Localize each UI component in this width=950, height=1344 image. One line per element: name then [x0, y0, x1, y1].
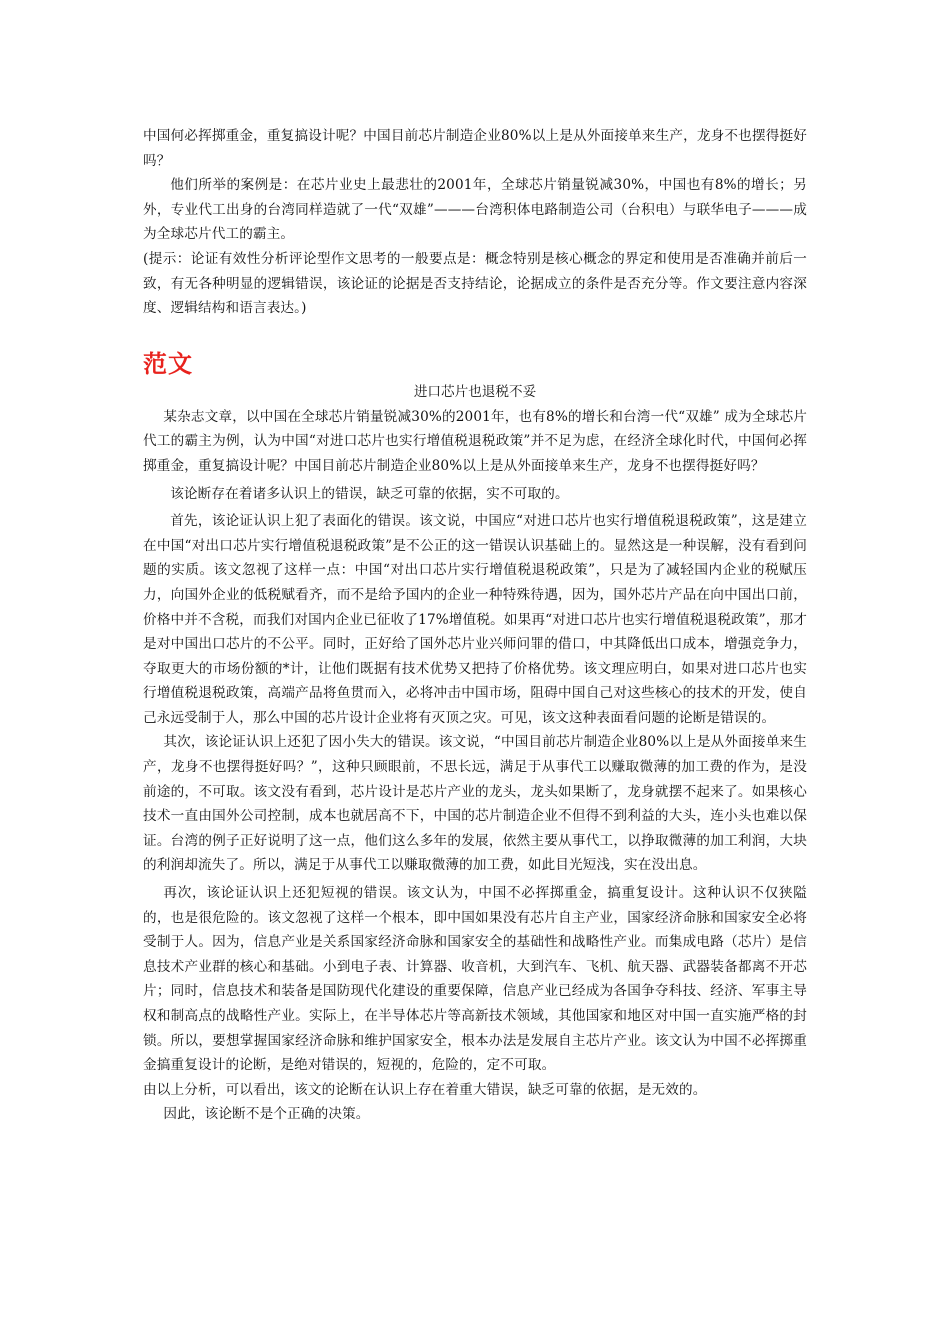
- essay-paragraph-5: 再次，该论证认识上还犯短视的错误。该文认为，中国不必挥掷重金，搞重复设计。这种认识不仅狭隘的，也是很危险的。该文忽视了这样一个根本，即中国如果没有芯片自主产业，国家经济命脉和国家安全必将受制于人。因为，信息产业是关系国家经济命脉和国家安全的基础性和战略性产业。而集成电路（芯片）是信息技术产业群的核心和基础。小到电子表、计算器、收音机，大到汽车、飞机、航天器、武器装备都离不开芯片；同时，信息技术和装备是国防现代化建设的重要保障，信息产业已经成为各国争夺科技、经济、军事主导权和制高点的战略性产业。实际上，在半导体芯片等高新技术领域，其他国家和地区对中国一直实施严格的封锁。所以，要想掌握国家经济命脉和维护国家安全，根本办法是发展自主芯片产业。该文认为中国不必挥掷重金搞重复设计的论断，是绝对错误的，短视的，危险的，定不可取。: [143, 885, 807, 1074]
- essay-paragraph-1: 某杂志文章，以中国在全球芯片销量锐减30%的2001年，也有8%的增长和台湾一代“双雄” 成为全球芯片代工的霸主为例，认为中国“对进口芯片也实行增值税退税政策”并不足为虑，在经济全球化时代，中国何必挥掷重金，重复搞设计呢？中国目前芯片制造企业80%以上是从外面接单来生产，龙身不也摆得挺好吗？: [143, 408, 807, 474]
- essay-paragraph-2: 该论断存在着诸多认识上的错误，缺乏可靠的依据，实不可取的。: [170, 485, 569, 502]
- essay-paragraph-6: 由以上分析，可以看出，该文的论断在认识上存在着重大错误，缺乏可靠的依据，是无效的。: [143, 1081, 707, 1098]
- hint-paragraph: (提示：论证有效性分析评论型作文思考的一般要点是：概念特别是核心概念的界定和使用是否准确并前后一致，有无各种明显的逻辑错误，该论证的论据是否支持结论，论据成立的条件是否充分等。作文要注意内容深度、逻辑结构和语言表达。): [143, 250, 807, 317]
- essay-paragraph-4: 其次，该论证认识上还犯了因小失大的错误。该文说，“中国目前芯片制造企业80%以上是从外面接单来生产，龙身不也摆得挺好吗？”，这种只顾眼前，不思长远，满足于从事代工以赚取微薄的加工费的作为，是没前途的，不可取。该文没有看到，芯片设计是芯片产业的龙头，龙头如果断了，龙身就摆不起来了。如果核心技术一直由国外公司控制，成本也就居高不下，中国的芯片制造企业不但得不到利益的大头，连小头也难以保证。台湾的例子正好说明了这一点，他们这么多年的发展，依然主要从事代工，以挣取微薄的加工利润，大块的利润却流失了。所以，满足于从事代工以赚取微薄的加工费，如此目光短浅，实在没出息。: [143, 734, 807, 874]
- essay-paragraph-7: 因此，该论断不是个正确的决策。: [163, 1106, 370, 1123]
- intro-paragraph-2: 他们所举的案例是：在芯片业史上最悲壮的2001年，全球芯片销量锐减30%，中国也有8%的增长；另外，专业代工出身的台湾同样造就了一代“双雄”———台湾积体电路制造公司（台积电）与联华电子———成为全球芯片代工的霸主。: [143, 177, 807, 243]
- essay-title: 进口芯片也退税不妥: [413, 383, 537, 400]
- essay-paragraph-3: 首先，该论证认识上犯了表面化的错误。该文说，中国应“对进口芯片也实行增值税退税政策”，这是建立在中国“对出口芯片实行增值税退税政策”是不公正的这一错误认识基础上的。显然这是一种误解，没有看到问题的实质。该文忽视了这样一点：中国“对出口芯片实行增值税退税政策”，只是为了减轻国内企业的税赋压力，向国外企业的低税赋看齐，而不是给予国内的企业一种特殊待遇，因为，国外芯片产品在向中国出口前，价格中并不含税，而我们对国内企业已征收了17%增值税。如果再“对进口芯片也实行增值税退税政策”，那才是对中国出口芯片的不公平。同时，正好给了国外芯片业兴师问罪的借口，中其降低出口成本，增强竞争力，夺取更大的市场份额的*计，让他们既据有技术优势又把持了价格优势。该文理应明白，如果对进口芯片也实行增值税退税政策，高端产品将鱼贯而入，必将冲击中国市场，阻碍中国自己对这些核心的技术的开发，使自己永远受制于人，那么中国的芯片设计企业将有灭顶之灾。可见，该文这种表面看问题的论断是错误的。: [143, 513, 807, 726]
- document-page: [143, 124, 807, 1127]
- section-heading: 范文: [143, 349, 193, 378]
- intro-paragraph-1: 中国何必挥掷重金，重复搞设计呢？中国目前芯片制造企业80%以上是从外面接单来生产，龙身不也摆得挺好吗？: [143, 128, 807, 169]
